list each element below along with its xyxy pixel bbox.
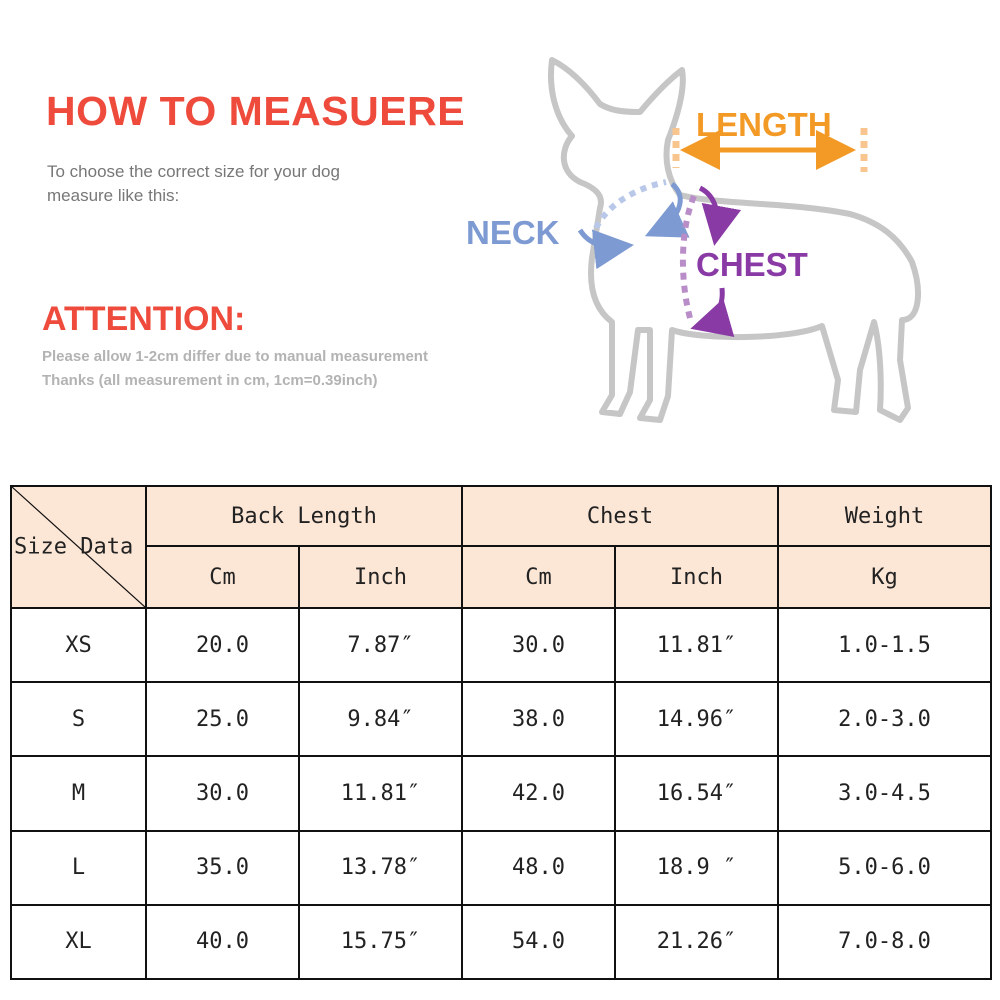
neck-arrow [654,184,680,232]
unit-header: Kg [778,546,991,608]
table-cell: 5.0-6.0 [778,831,991,905]
table-row [11,608,991,682]
table-cell: 48.0 [462,831,615,905]
table-cell: 35.0 [146,831,299,905]
neck-label: NECK [466,214,560,251]
neck-dotted-line [596,182,666,228]
table-cell: 9.84″ [299,682,462,756]
size-cell: XL [11,905,146,979]
instructions-line: To choose the correct size for your dog [47,162,340,181]
table-cell: 15.75″ [299,905,462,979]
note-line: Thanks (all measurement in cm, 1cm=0.39inch) [42,372,378,389]
table-cell: 1.0-1.5 [778,608,991,682]
table-cell: 16.54″ [615,756,778,830]
table-cell: 2.0-3.0 [778,682,991,756]
length-label: LENGTH [696,106,832,143]
table-cell: 11.81″ [615,608,778,682]
table-cell: 18.9 ″ [615,831,778,905]
unit-header: Inch [299,546,462,608]
instructions-text [47,160,407,208]
neck-arrow [580,230,624,247]
table-row [11,756,991,830]
column-group-header: Back Length [146,486,462,546]
table-unit-row [11,546,991,608]
table-cell: 7.0-8.0 [778,905,991,979]
table-cell: 14.96″ [615,682,778,756]
attention-notes [42,345,492,393]
size-data-label: Size Data [14,534,134,560]
table-cell: 11.81″ [299,756,462,830]
column-group-header: Chest [462,486,778,546]
table-cell: 42.0 [462,756,615,830]
page-title: HOW TO MEASUERE [46,88,466,134]
size-data-corner-cell [11,486,146,608]
note-line: Please allow 1-2cm differ due to manual measurement [42,348,428,365]
table-row [11,831,991,905]
table-cell: 30.0 [146,756,299,830]
chest-arrow [700,188,717,236]
dog-measure-diagram [440,30,960,450]
unit-header: Inch [615,546,778,608]
table-cell: 7.87″ [299,608,462,682]
chest-label: CHEST [696,246,808,283]
instructions-line: measure like this: [47,186,180,205]
size-cell: S [11,682,146,756]
chest-arrow [700,288,722,326]
table-header-row [11,486,991,546]
table-cell: 25.0 [146,682,299,756]
attention-heading: ATTENTION: [42,300,246,338]
table-cell: 21.26″ [615,905,778,979]
table-cell: 40.0 [146,905,299,979]
table-cell: 30.0 [462,608,615,682]
table-cell: 54.0 [462,905,615,979]
table-cell: 20.0 [146,608,299,682]
table-row [11,682,991,756]
chest-dotted-line [683,196,694,318]
table-cell: 13.78″ [299,831,462,905]
size-cell: XS [11,608,146,682]
size-chart-table [10,485,992,980]
unit-header: Cm [462,546,615,608]
unit-header: Cm [146,546,299,608]
size-cell: M [11,756,146,830]
column-group-header: Weight [778,486,991,546]
table-cell: 3.0-4.5 [778,756,991,830]
table-row [11,905,991,979]
size-cell: L [11,831,146,905]
table-cell: 38.0 [462,682,615,756]
